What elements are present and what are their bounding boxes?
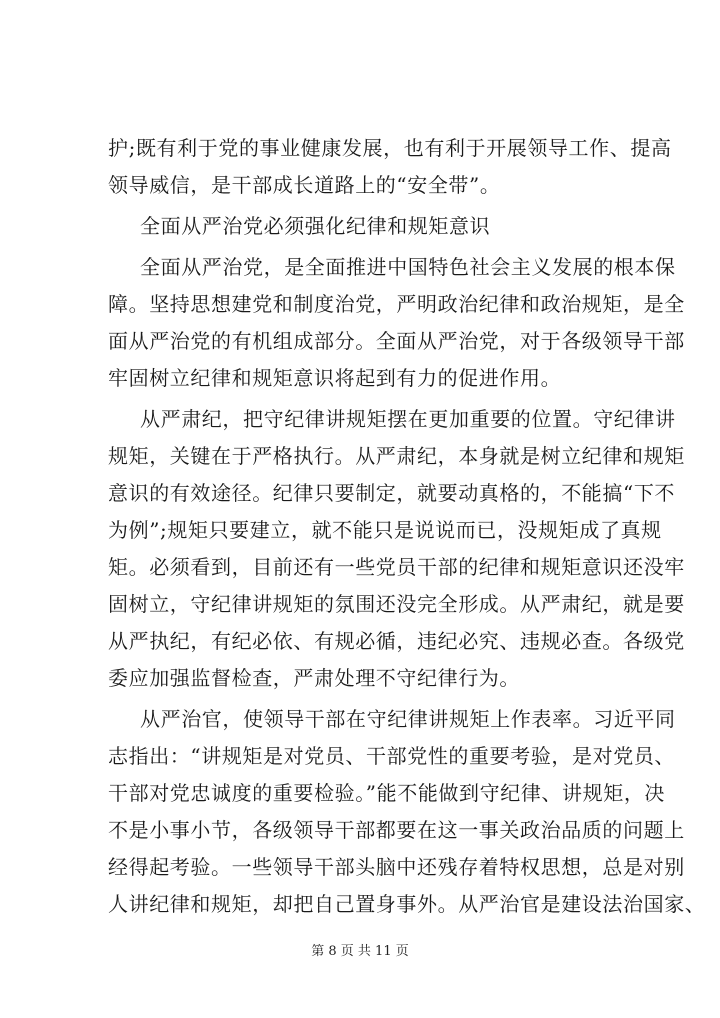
text-line: 矩。必须看到，目前还有一些党员干部的纪律和规矩意识还没牢 bbox=[108, 555, 685, 579]
text-line: 规矩，关键在于严格执行。从严肃纪，本身就是树立纪律和规矩 bbox=[108, 444, 685, 468]
text-line: 干部对党忠诚度的重要检验。”能不能做到守纪律、讲规矩，决 bbox=[108, 781, 666, 805]
text-line: 志指出：“讲规矩是对党员、干部党性的重要考验，是对党员、 bbox=[108, 744, 676, 768]
text-line: 障。坚持思想建党和制度治党，严明政治纪律和政治规矩，是全 bbox=[108, 292, 685, 316]
text-line: 人讲纪律和规矩，却把自己置身事外。从严治官是建设法治国家、 bbox=[108, 892, 706, 916]
text-line: 不是小事小节，各级领导干部都要在这一事关政治品质的问题上 bbox=[108, 818, 685, 842]
paragraph-first-line: 全面从严治党，是全面推进中国特色社会主义发展的根本保 bbox=[140, 255, 676, 279]
text-line: 护;既有利于党的事业健康发展，也有利于开展领导工作、提高 bbox=[108, 136, 672, 160]
text-line: 为例”;规矩只要建立，就不能只是说说而已，没规矩成了真规 bbox=[108, 518, 662, 542]
text-line: 领导威信，是干部成长道路上的“安全带”。 bbox=[108, 173, 501, 197]
paragraph-first-line: 从严治官，使领导干部在守纪律讲规矩上作表率。习近平同 bbox=[140, 707, 676, 731]
paragraph-first-line: 从严肃纪，把守纪律讲规矩摆在更加重要的位置。守纪律讲 bbox=[140, 407, 676, 431]
text-line: 意识的有效途径。纪律只要制定，就要动真格的，不能搞“下不 bbox=[108, 481, 676, 505]
text-line: 固树立，守纪律讲规矩的氛围还没完全形成。从严肃纪，就是要 bbox=[108, 592, 685, 616]
text-line: 委应加强监督检查，严肃处理不守纪律行为。 bbox=[108, 666, 520, 690]
text-line: 面从严治党的有机组成部分。全面从严治党，对于各级领导干部 bbox=[108, 329, 685, 353]
text-line: 经得起考验。一些领导干部头脑中还残存着特权思想，总是对别 bbox=[108, 855, 685, 879]
section-heading: 全面从严治党必须强化纪律和规矩意识 bbox=[140, 214, 491, 238]
text-line: 从严执纪，有纪必依、有规必循，违纪必究、违规必查。各级党 bbox=[108, 629, 685, 653]
text-line: 牢固树立纪律和规矩意识将起到有力的促进作用。 bbox=[108, 366, 562, 390]
page-number-footer: 第 8 页 共 11 页 bbox=[311, 944, 409, 959]
